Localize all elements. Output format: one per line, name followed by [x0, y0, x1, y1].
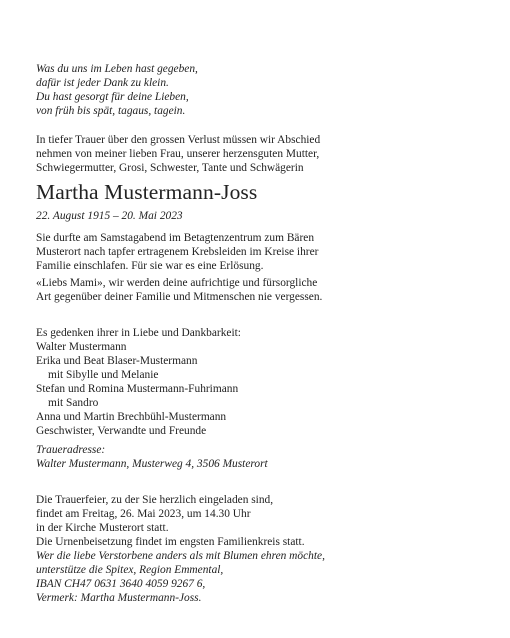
poem-line: Du hast gesorgt für deine Lieben, — [36, 91, 189, 103]
life-dates: 22. August 1915 – 20. Mai 2023 — [36, 210, 183, 222]
donation-line: Vermerk: Martha Mustermann-Joss. — [36, 592, 202, 604]
tribute — [36, 276, 486, 304]
mourner-line: Walter Mustermann — [36, 341, 127, 353]
intro-line: nehmen von meiner lieben Frau, unserer herzensguten Mutter, — [36, 148, 320, 160]
mourner-line: mit Sandro — [48, 397, 99, 409]
ceremony-line: findet am Freitag, 26. Mai 2023, um 14.30 Uhr — [36, 508, 251, 520]
intro-text — [36, 133, 486, 175]
poem-line: Was du uns im Leben hast gegeben, — [36, 63, 198, 75]
donation-line: Wer die liebe Verstorbene anders als mit Blumen ehren möchte, — [36, 550, 325, 562]
ceremony-line: Die Trauerfeier, zu der Sie herzlich eingeladen sind, — [36, 494, 274, 506]
tribute-line: Art gegenüber deiner Familie und Mitmenschen nie vergessen. — [36, 291, 323, 303]
mourner-line: Anna und Martin Brechbühl-Mustermann — [36, 411, 227, 423]
mourner-line: mit Sibylle und Melanie — [48, 369, 159, 381]
address-value: Walter Mustermann, Musterweg 4, 3506 Musterort — [36, 458, 268, 470]
poem-line: dafür ist jeder Dank zu klein. — [36, 77, 169, 89]
death-notice-line: Sie durfte am Samstagabend im Betagtenzentrum zum Bären — [36, 232, 315, 244]
intro-line: Schwiegermutter, Grosi, Schwester, Tante und Schwägerin — [36, 162, 304, 174]
ceremony-line: Die Urnenbeisetzung findet im engsten Familienkreis statt. — [36, 536, 305, 548]
ceremony-line: in der Kirche Musterort statt. — [36, 522, 169, 534]
ceremony-info — [36, 493, 486, 549]
poem-line: von früh bis spät, tagaus, tagein. — [36, 105, 186, 117]
death-notice-line: Familie einschlafen. Für sie war es eine Erlösung. — [36, 260, 264, 272]
mourner-line: Erika und Beat Blaser-Mustermann — [36, 355, 198, 367]
mourning-address — [36, 443, 486, 471]
mourner-line: Geschwister, Verwandte und Freunde — [36, 425, 207, 437]
address-label: Traueradresse: — [36, 444, 106, 456]
donation-info — [36, 549, 486, 605]
donation-line: IBAN CH47 0631 3640 4059 9267 6, — [36, 578, 206, 590]
death-notice — [36, 231, 486, 273]
poem — [36, 62, 486, 118]
intro-line: In tiefer Trauer über den grossen Verlust müssen wir Abschied — [36, 134, 321, 146]
donation-line: unterstütze die Spitex, Region Emmental, — [36, 564, 224, 576]
mourners-list — [36, 326, 486, 438]
death-notice-line: Musterort nach tapfer ertragenem Krebsleiden im Kreise ihrer — [36, 246, 319, 258]
mourner-line: Stefan und Romina Mustermann-Fuhrimann — [36, 383, 239, 395]
tribute-line: «Liebs Mami», wir werden deine aufrichtige und fürsorgliche — [36, 277, 318, 289]
deceased-name: Martha Mustermann-Joss — [36, 180, 258, 204]
mourners-heading: Es gedenken ihrer in Liebe und Dankbarkeit: — [36, 327, 241, 339]
